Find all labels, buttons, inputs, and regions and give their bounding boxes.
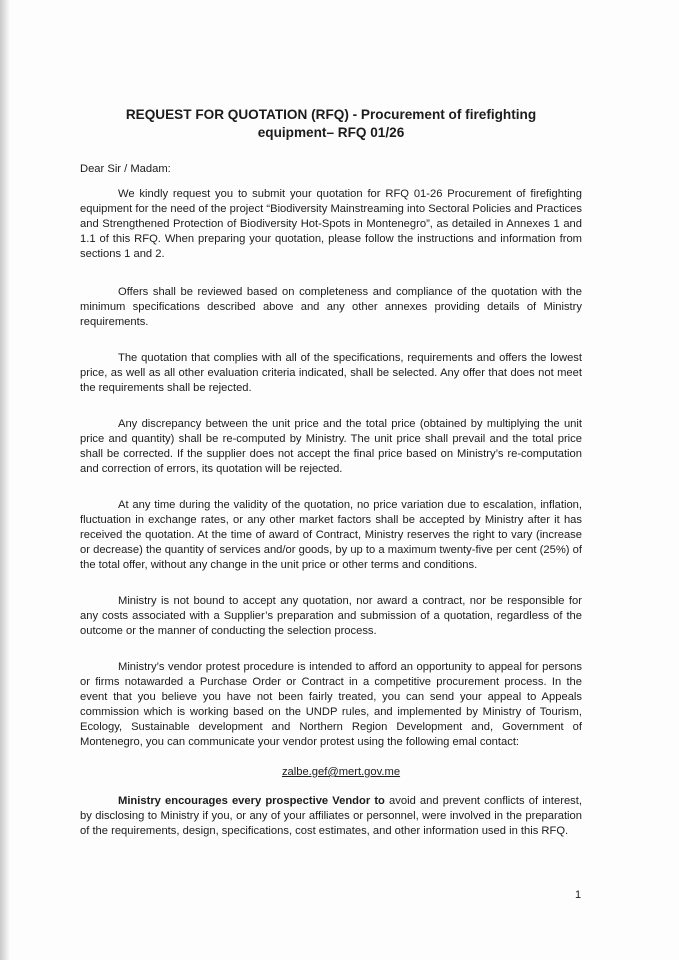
document-body	[80, 106, 582, 860]
paragraph-selection: The quotation that complies with all of the specifications, requirements and offers the lowest price, as well as all other evaluation criteria indicated, shall be selected. Any offer that does not meet the requirements shall be rejected.	[80, 352, 582, 394]
paragraph-review: Offers shall be reviewed based on completeness and compliance of the quotation with the minimum specifications described above and any other annexes providing details of Ministry requirements.	[80, 286, 582, 328]
paragraph-request: We kindly request you to submit your quotation for RFQ 01-26 Procurement of firefighting equipment for the need of the project “Biodiversity Mainstreaming into Sectoral Policies and Practices and Strengthened Protection of Biodiversity Hot-Spots in Montenegro”, as detailed in Annexes 1 and 1.1 of this RFQ. When preparing your quotation, please follow the instructions and information from sections 1 and 2.	[80, 188, 582, 260]
paragraph-bold-lead: Ministry encourages every prospective Vendor to	[118, 795, 385, 807]
paragraph-discrepancy: Any discrepancy between the unit price and the total price (obtained by multiplying the unit price and quantity) shall be re-computed by Ministry. The unit price shall prevail and the total price shall be corrected. If the supplier does not accept the final price based on Ministry’s re-computation and correction of errors, its quotation will be rejected.	[80, 418, 582, 475]
scan-edge-shadow	[0, 0, 10, 960]
paragraph-price-variation: At any time during the validity of the quotation, no price variation due to escalation, inflation, fluctuation in exchange rates, or any other market factors shall be accepted by Ministry after it has received the quotation. At the time of award of Contract, Ministry reserves the right to vary (increase or decrease) the quantity of services and/or goods, by up to a maximum twenty-five per cent (25%) of the total offer, without any change in the unit price or other terms and conditions.	[80, 499, 582, 571]
email-line	[100, 765, 582, 780]
page-number: 1	[575, 889, 582, 901]
email-link[interactable]: zalbe.gef@mert.gov.me	[281, 766, 401, 778]
paragraph-not-bound: Ministry is not bound to accept any quotation, nor award a contract, nor be responsible for any costs associated with a Supplier’s preparation and submission of a quotation, regardless of the outcome or the manner of conducting the selection process.	[80, 595, 582, 637]
paragraph-conflict-of-interest	[80, 794, 582, 839]
salutation: Dear Sir / Madam:	[80, 163, 171, 175]
document-title: REQUEST FOR QUOTATION (RFQ) - Procurement of firefighting equipment– RFQ 01/26	[125, 107, 537, 140]
paragraph-rest: avoid and prevent conflicts of interest, by disclosing to Ministry if you, or any of your affiliates or personnel, were involved in the preparation of the requirements, design, specifications, cost estimates, and other information used in this RFQ.	[80, 795, 582, 837]
paragraph-vendor-protest: Ministry’s vendor protest procedure is intended to afford an opportunity to appeal for persons or firms notawarded a Purchase Order or Contract in a competitive procurement process. In the event that you believe you have not been fairly treated, you can send your appeal to Appeals commission which is working based on the UNDP rules, and implemented by Ministry of Tourism, Ecology, Sustainable development and Northern Region Development and, Government of Montenegro, you can communicate your vendor protest using the following emal contact:	[80, 661, 582, 748]
